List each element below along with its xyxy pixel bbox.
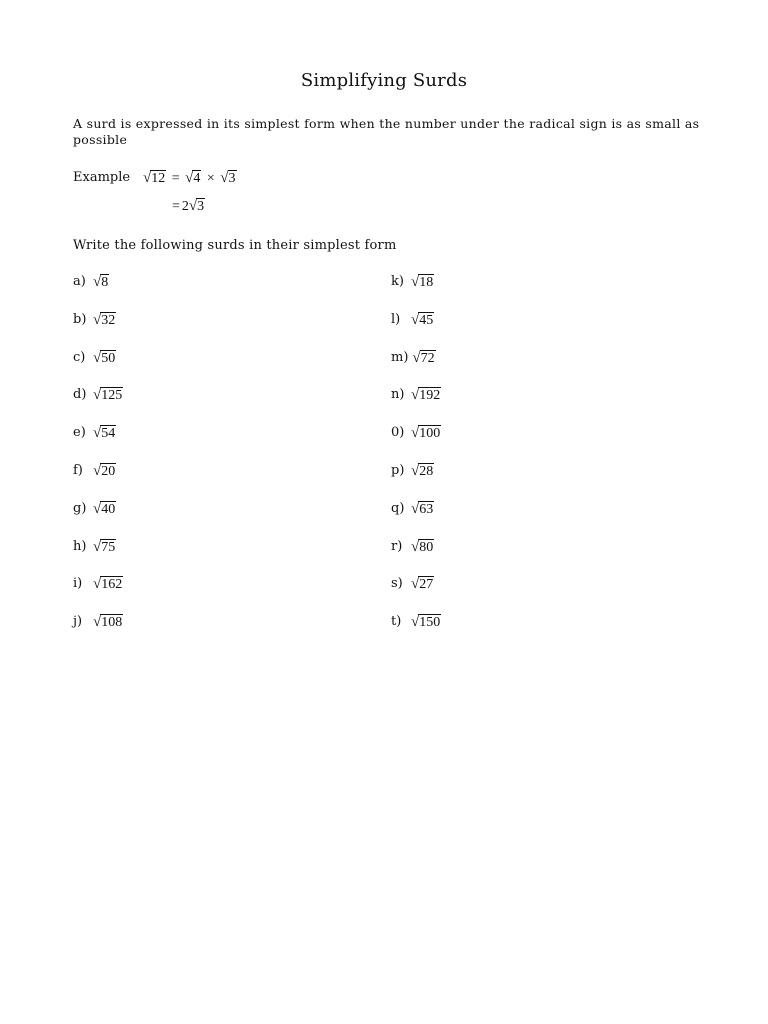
surd-expression xyxy=(411,614,441,630)
exercise-item xyxy=(391,576,691,614)
radical-sign: √ xyxy=(412,349,421,366)
radical-sign: √ xyxy=(411,614,420,631)
radicand: 4 xyxy=(193,171,201,186)
exercise-item-label: h) xyxy=(73,538,87,554)
times-sign: × xyxy=(206,171,215,186)
exercise-item-label: s) xyxy=(391,576,403,592)
exercise-item xyxy=(73,274,373,312)
exercise-item xyxy=(73,576,373,614)
exercise-item xyxy=(391,387,691,425)
surd-expression xyxy=(411,463,434,479)
radicand: 108 xyxy=(101,615,123,631)
equals-sign: = xyxy=(172,199,180,214)
page-title: Simplifying Surds xyxy=(300,70,468,91)
intro-paragraph: A surd is expressed in its simplest form when the number under the radical sign is as small as possible xyxy=(73,116,700,147)
exercise-item-label: r) xyxy=(391,538,403,554)
equals-sign: = xyxy=(171,171,180,186)
radical-sign: √ xyxy=(93,274,102,290)
exercise-item xyxy=(391,501,691,539)
example-label: Example xyxy=(73,170,131,185)
radicand: 150 xyxy=(419,615,441,631)
radical-sign: √ xyxy=(411,576,420,593)
radical-sign: √ xyxy=(93,387,102,404)
surd-example-lhs xyxy=(143,170,166,186)
radicand: 32 xyxy=(101,312,116,328)
surd-expression xyxy=(411,312,434,328)
radical-sign: √ xyxy=(93,425,102,442)
radical-sign: √ xyxy=(93,462,102,479)
radicand: 63 xyxy=(419,501,434,517)
radical-sign: √ xyxy=(411,462,420,479)
exercise-item xyxy=(391,312,691,350)
radicand: 45 xyxy=(419,312,434,328)
radical-sign: √ xyxy=(220,170,229,186)
exercise-item xyxy=(391,463,691,501)
radicand: 80 xyxy=(419,539,434,555)
radical-sign: √ xyxy=(411,500,420,517)
exercise-item-label: f) xyxy=(73,462,83,478)
surd-expression xyxy=(411,274,434,290)
radicand: 20 xyxy=(101,463,116,479)
surd-expression xyxy=(93,463,116,479)
radicand: 40 xyxy=(101,501,116,517)
radical-sign: √ xyxy=(411,387,420,404)
exercise-item-label: d) xyxy=(73,387,87,403)
exercise-item-label: q) xyxy=(391,500,405,516)
radicand: 125 xyxy=(101,388,123,404)
exercise-item xyxy=(73,387,373,425)
radical-sign: √ xyxy=(93,349,102,366)
radical-sign: √ xyxy=(411,311,420,328)
radicand: 27 xyxy=(419,577,434,593)
exercise-item-label: t) xyxy=(391,614,402,630)
radical-sign: √ xyxy=(143,170,152,186)
surd-expression xyxy=(93,387,123,403)
surd-expression xyxy=(411,576,434,592)
exercise-prompt: Write the following surds in their simplest form xyxy=(73,238,397,253)
example-equation-line-1 xyxy=(143,170,237,187)
example-equation-line-2 xyxy=(170,198,205,215)
exercise-item-label: g) xyxy=(73,500,87,516)
exercise-column-right xyxy=(391,274,691,652)
exercise-item xyxy=(73,425,373,463)
exercise-item-label: i) xyxy=(73,576,83,592)
radical-sign: √ xyxy=(411,425,420,442)
radicand: 54 xyxy=(101,426,116,442)
radicand: 72 xyxy=(420,350,435,366)
exercise-item-label: e) xyxy=(73,425,86,441)
radicand: 162 xyxy=(101,577,123,593)
exercise-item-label: m) xyxy=(391,349,409,365)
surd-expression xyxy=(93,501,116,517)
surd-expression xyxy=(93,576,123,592)
surd-example-b xyxy=(220,170,236,186)
exercise-item xyxy=(73,312,373,350)
exercise-item-label: n) xyxy=(391,387,405,403)
radicand: 12 xyxy=(151,171,166,186)
exercise-item-label: l) xyxy=(391,311,401,327)
exercise-column-left xyxy=(73,274,373,652)
surd-expression xyxy=(411,387,441,403)
surd-expression xyxy=(93,274,109,290)
radicand: 50 xyxy=(101,350,116,366)
surd-expression xyxy=(93,614,123,630)
surd-expression xyxy=(93,350,116,366)
exercise-item xyxy=(391,274,691,312)
surd-expression xyxy=(93,539,116,555)
exercise-item xyxy=(73,539,373,577)
exercise-item-label: p) xyxy=(391,462,405,478)
exercise-item xyxy=(391,614,691,652)
radical-sign: √ xyxy=(93,311,102,328)
exercise-item xyxy=(391,425,691,463)
radicand: 75 xyxy=(101,539,116,555)
surd-expression xyxy=(93,312,116,328)
surd-expression xyxy=(93,425,116,441)
exercise-item xyxy=(73,350,373,388)
exercise-item-label: a) xyxy=(73,274,86,289)
radicand: 3 xyxy=(228,171,236,186)
radical-sign: √ xyxy=(93,500,102,517)
radical-sign: √ xyxy=(188,198,198,214)
surd-expression xyxy=(411,501,434,517)
radical-sign: √ xyxy=(93,614,102,631)
radical-sign: √ xyxy=(93,576,102,593)
radicand: 3 xyxy=(197,199,205,214)
radical-sign: √ xyxy=(411,538,420,555)
surd-expression xyxy=(411,425,441,441)
radicand: 192 xyxy=(419,388,441,404)
radicand: 28 xyxy=(419,463,434,479)
coefficient: 2 xyxy=(181,199,189,214)
exercise-item xyxy=(391,539,691,577)
surd-expression xyxy=(411,539,434,555)
radicand: 100 xyxy=(419,426,441,442)
exercise-item xyxy=(73,614,373,652)
radical-sign: √ xyxy=(93,538,102,555)
surd-expression xyxy=(412,350,435,366)
radical-sign: √ xyxy=(185,170,194,186)
radicand: 18 xyxy=(419,275,434,290)
exercise-item xyxy=(73,501,373,539)
exercise-item-label: c) xyxy=(73,349,86,365)
radical-sign: √ xyxy=(411,274,420,290)
exercise-item-label: j) xyxy=(73,614,83,630)
exercise-item-label: k) xyxy=(391,274,404,289)
exercise-item-label: b) xyxy=(73,311,87,327)
exercise-item xyxy=(73,463,373,501)
exercise-item xyxy=(391,350,691,388)
radicand: 8 xyxy=(101,275,109,290)
surd-example-a xyxy=(185,170,201,186)
exercise-item-label: 0) xyxy=(391,425,405,441)
surd-example-result xyxy=(189,198,205,214)
